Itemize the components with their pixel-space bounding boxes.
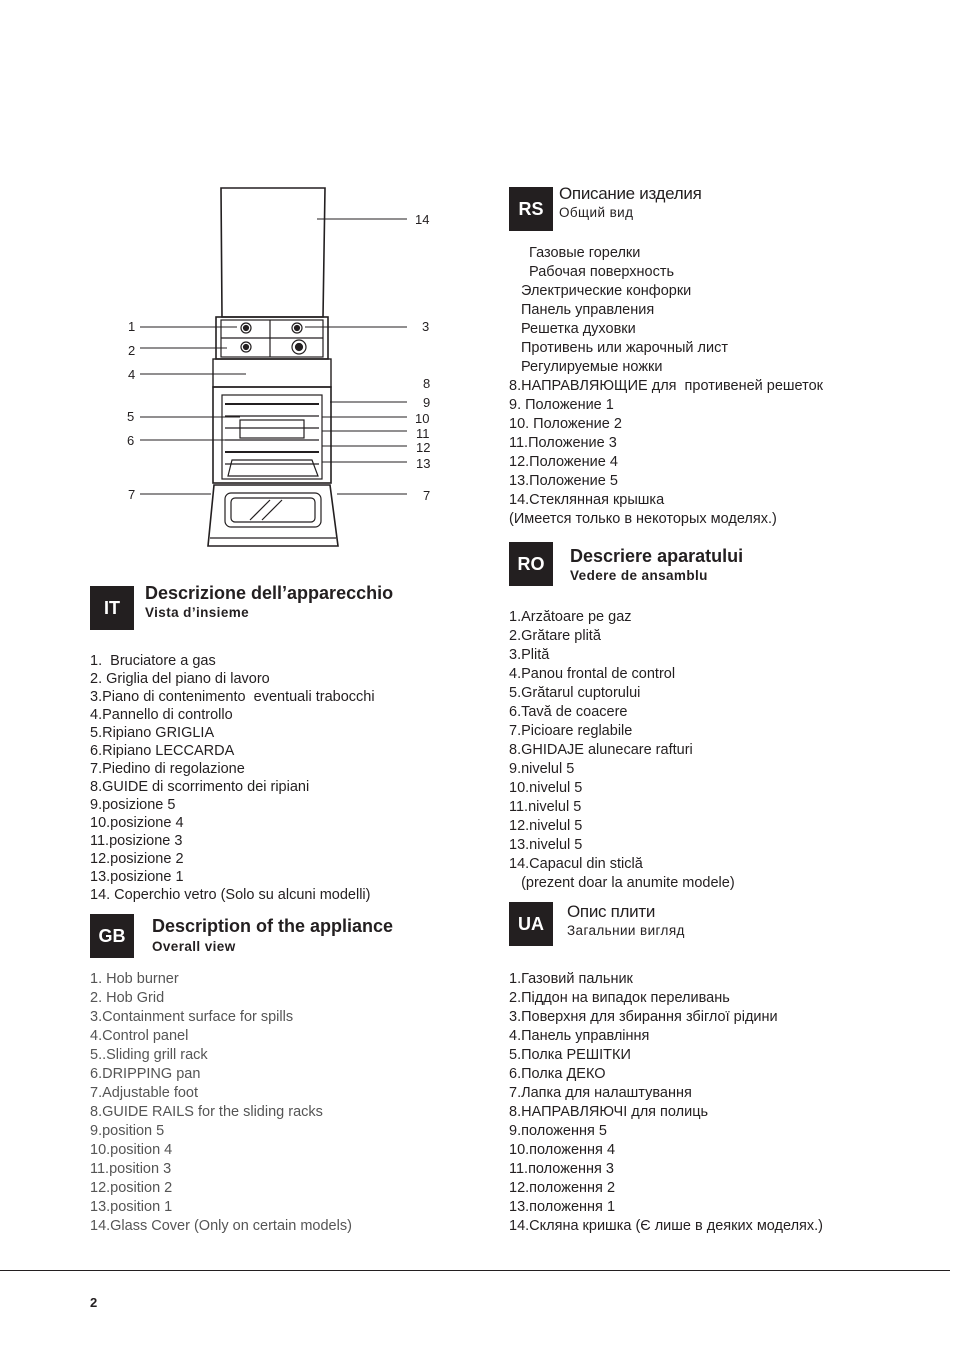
section-title-rs: Описание изделия [559,184,702,203]
list-item: 12.position 2 [90,1180,173,1196]
parts-list-ro [509,608,735,893]
list-item: 1. Bruciatore a gas [90,653,216,669]
list-item: 6.DRIPPING pan [90,1066,201,1082]
list-item: Панель управления [521,302,655,318]
list-item: 9.nivelul 5 [509,761,575,777]
list-item: 1. Hob burner [90,971,179,987]
list-item: Решетка духовки [521,321,636,337]
list-item: 7.Picioare reglabile [509,723,633,739]
label-12: 12 [416,440,431,455]
list-item: 13.posizione 1 [90,869,184,885]
section-subtitle-ro: Vedere de ansamblu [570,568,708,583]
label-3: 3 [422,319,430,334]
list-item: 10.nivelul 5 [509,780,583,796]
list-item: 14.Стеклянная крышка [509,492,665,508]
section-title-ro: Descriere aparatului [570,546,744,566]
list-item: Рабочая поверхность [521,264,675,280]
list-item: 4.Панель управління [509,1028,650,1044]
list-item: 11.Положение 3 [509,435,617,451]
list-item: 9.положення 5 [509,1123,607,1139]
parts-list-gb [90,970,352,1236]
label-4: 4 [128,367,136,382]
label-8: 8 [423,376,431,391]
list-item: 8.GHIDAJE alunecare rafturi [509,742,693,758]
section-subtitle-ua: Загальнии вигляд [567,923,685,938]
list-item: 8.GUIDE di scorrimento dei ripiani [90,779,310,795]
list-item: Газовые горелки [521,245,641,261]
oven-cavity [213,387,331,483]
label-7-right: 7 [423,488,431,503]
label-6: 6 [127,433,135,448]
list-item: 14.Glass Cover (Only on certain models) [90,1218,352,1234]
list-item: 7.Лапка для налаштування [509,1085,692,1101]
list-item: 1.Arzătoare pe gaz [509,609,632,625]
list-item: 8.GUIDE RAILS for the sliding racks [90,1104,323,1120]
list-item: 3.Containment surface for spills [90,1009,294,1025]
list-item: 3.Piano di contenimento eventuali trabocchi [90,689,375,705]
list-item: 5.Ripiano GRIGLIA [90,725,215,741]
list-item: 1.Газовий пальник [509,971,633,987]
section-title-gb: Description of the appliance [152,916,394,936]
label-2: 2 [128,343,136,358]
list-item: 2. Griglia del piano di lavoro [90,671,270,687]
list-item: (Имеется только в некоторых моделях.) [509,511,777,527]
language-badge-gb: GB [90,914,134,958]
label-14: 14 [415,212,430,227]
list-item: 8.НАПРАВЛЯЮЧІ для полиць [509,1104,709,1120]
list-item: 13.Положение 5 [509,473,618,489]
list-item: 14. Coperchio vetro (Solo su alcuni modelli) [90,887,371,903]
list-item: 9. Положение 1 [509,397,614,413]
list-item: 7.Adjustable foot [90,1085,199,1101]
list-item: 3.Plită [509,647,550,663]
list-item: 2. Hob Grid [90,990,165,1006]
list-item: (prezent doar la anumite modele) [509,875,735,891]
list-item: 11.posizione 3 [90,833,183,849]
label-5: 5 [127,409,135,424]
list-item: 6.Ripiano LECCARDA [90,743,235,759]
list-item: 2.Піддон на випадок переливань [509,990,730,1006]
parts-list-it [90,652,375,904]
page-number: 2 [90,1295,98,1310]
list-item: 4.Pannello di controllo [90,707,233,723]
section-subtitle-rs: Общий вид [559,205,634,220]
language-badge-ro: RO [509,542,553,586]
appliance-diagram [110,180,450,560]
list-item: 5..Sliding grill rack [90,1047,208,1063]
list-item: 11.nivelul 5 [509,799,582,815]
label-9: 9 [423,395,431,410]
list-item: 7.Piedino di regolazione [90,761,245,777]
label-7-left: 7 [128,487,136,502]
list-item: 8.НАПРАВЛЯЮЩИЕ для противеней решеток [509,378,823,394]
list-item: Регулируемые ножки [521,359,663,375]
list-item: 5.Grătarul cuptorului [509,685,641,701]
footer-divider [0,1270,950,1271]
label-1: 1 [128,319,136,334]
list-item: 10.position 4 [90,1142,173,1158]
list-item: 12.posizione 2 [90,851,184,867]
list-item: 10.posizione 4 [90,815,184,831]
list-item: 12.Положение 4 [509,454,618,470]
list-item: Электрические конфорки [521,283,692,299]
list-item: 10.положення 4 [509,1142,616,1158]
list-item: 4.Panou frontal de control [509,666,676,682]
list-item: 13.position 1 [90,1199,173,1215]
language-badge-rs: RS [509,187,553,231]
parts-list-ua [509,970,823,1236]
list-item: 6.Tavă de coacere [509,704,628,720]
list-item: 5.Полка РЕШІТКИ [509,1047,631,1063]
parts-list-rs [509,244,823,529]
section-title-ua: Опис плити [567,902,656,921]
control-panel [213,359,331,387]
list-item: 3.Поверхня для збирання збіглої рідини [509,1009,778,1025]
section-subtitle-it: Vista d’insieme [145,605,250,620]
list-item: 4.Control panel [90,1028,189,1044]
list-item: 13.положення 1 [509,1199,616,1215]
label-11: 11 [416,426,430,441]
list-item: 6.Полка ДЕКО [509,1066,606,1082]
list-item: 11.положення 3 [509,1161,614,1177]
language-badge-ua: UA [509,902,553,946]
section-title-it: Descrizione dell’apparecchio [145,583,394,603]
list-item: 12.положення 2 [509,1180,616,1196]
section-subtitle-gb: Overall view [152,939,236,954]
label-10: 10 [415,411,430,426]
list-item: 12.nivelul 5 [509,818,583,834]
language-badge-it: IT [90,586,134,630]
list-item: 9.posizione 5 [90,797,176,813]
list-item: 11.position 3 [90,1161,172,1177]
list-item: 14.Скляна кришка (Є лише в деяких моделях.) [509,1218,824,1234]
list-item: 14.Capacul din sticlă [509,856,643,872]
list-item: 10. Положение 2 [509,416,622,432]
list-item: 13.nivelul 5 [509,837,583,853]
list-item: Противень или жарочный лист [521,340,728,356]
list-item: 9.position 5 [90,1123,165,1139]
list-item: 2.Grătare plită [509,628,601,644]
glass-cover [221,188,325,317]
label-13: 13 [416,456,431,471]
